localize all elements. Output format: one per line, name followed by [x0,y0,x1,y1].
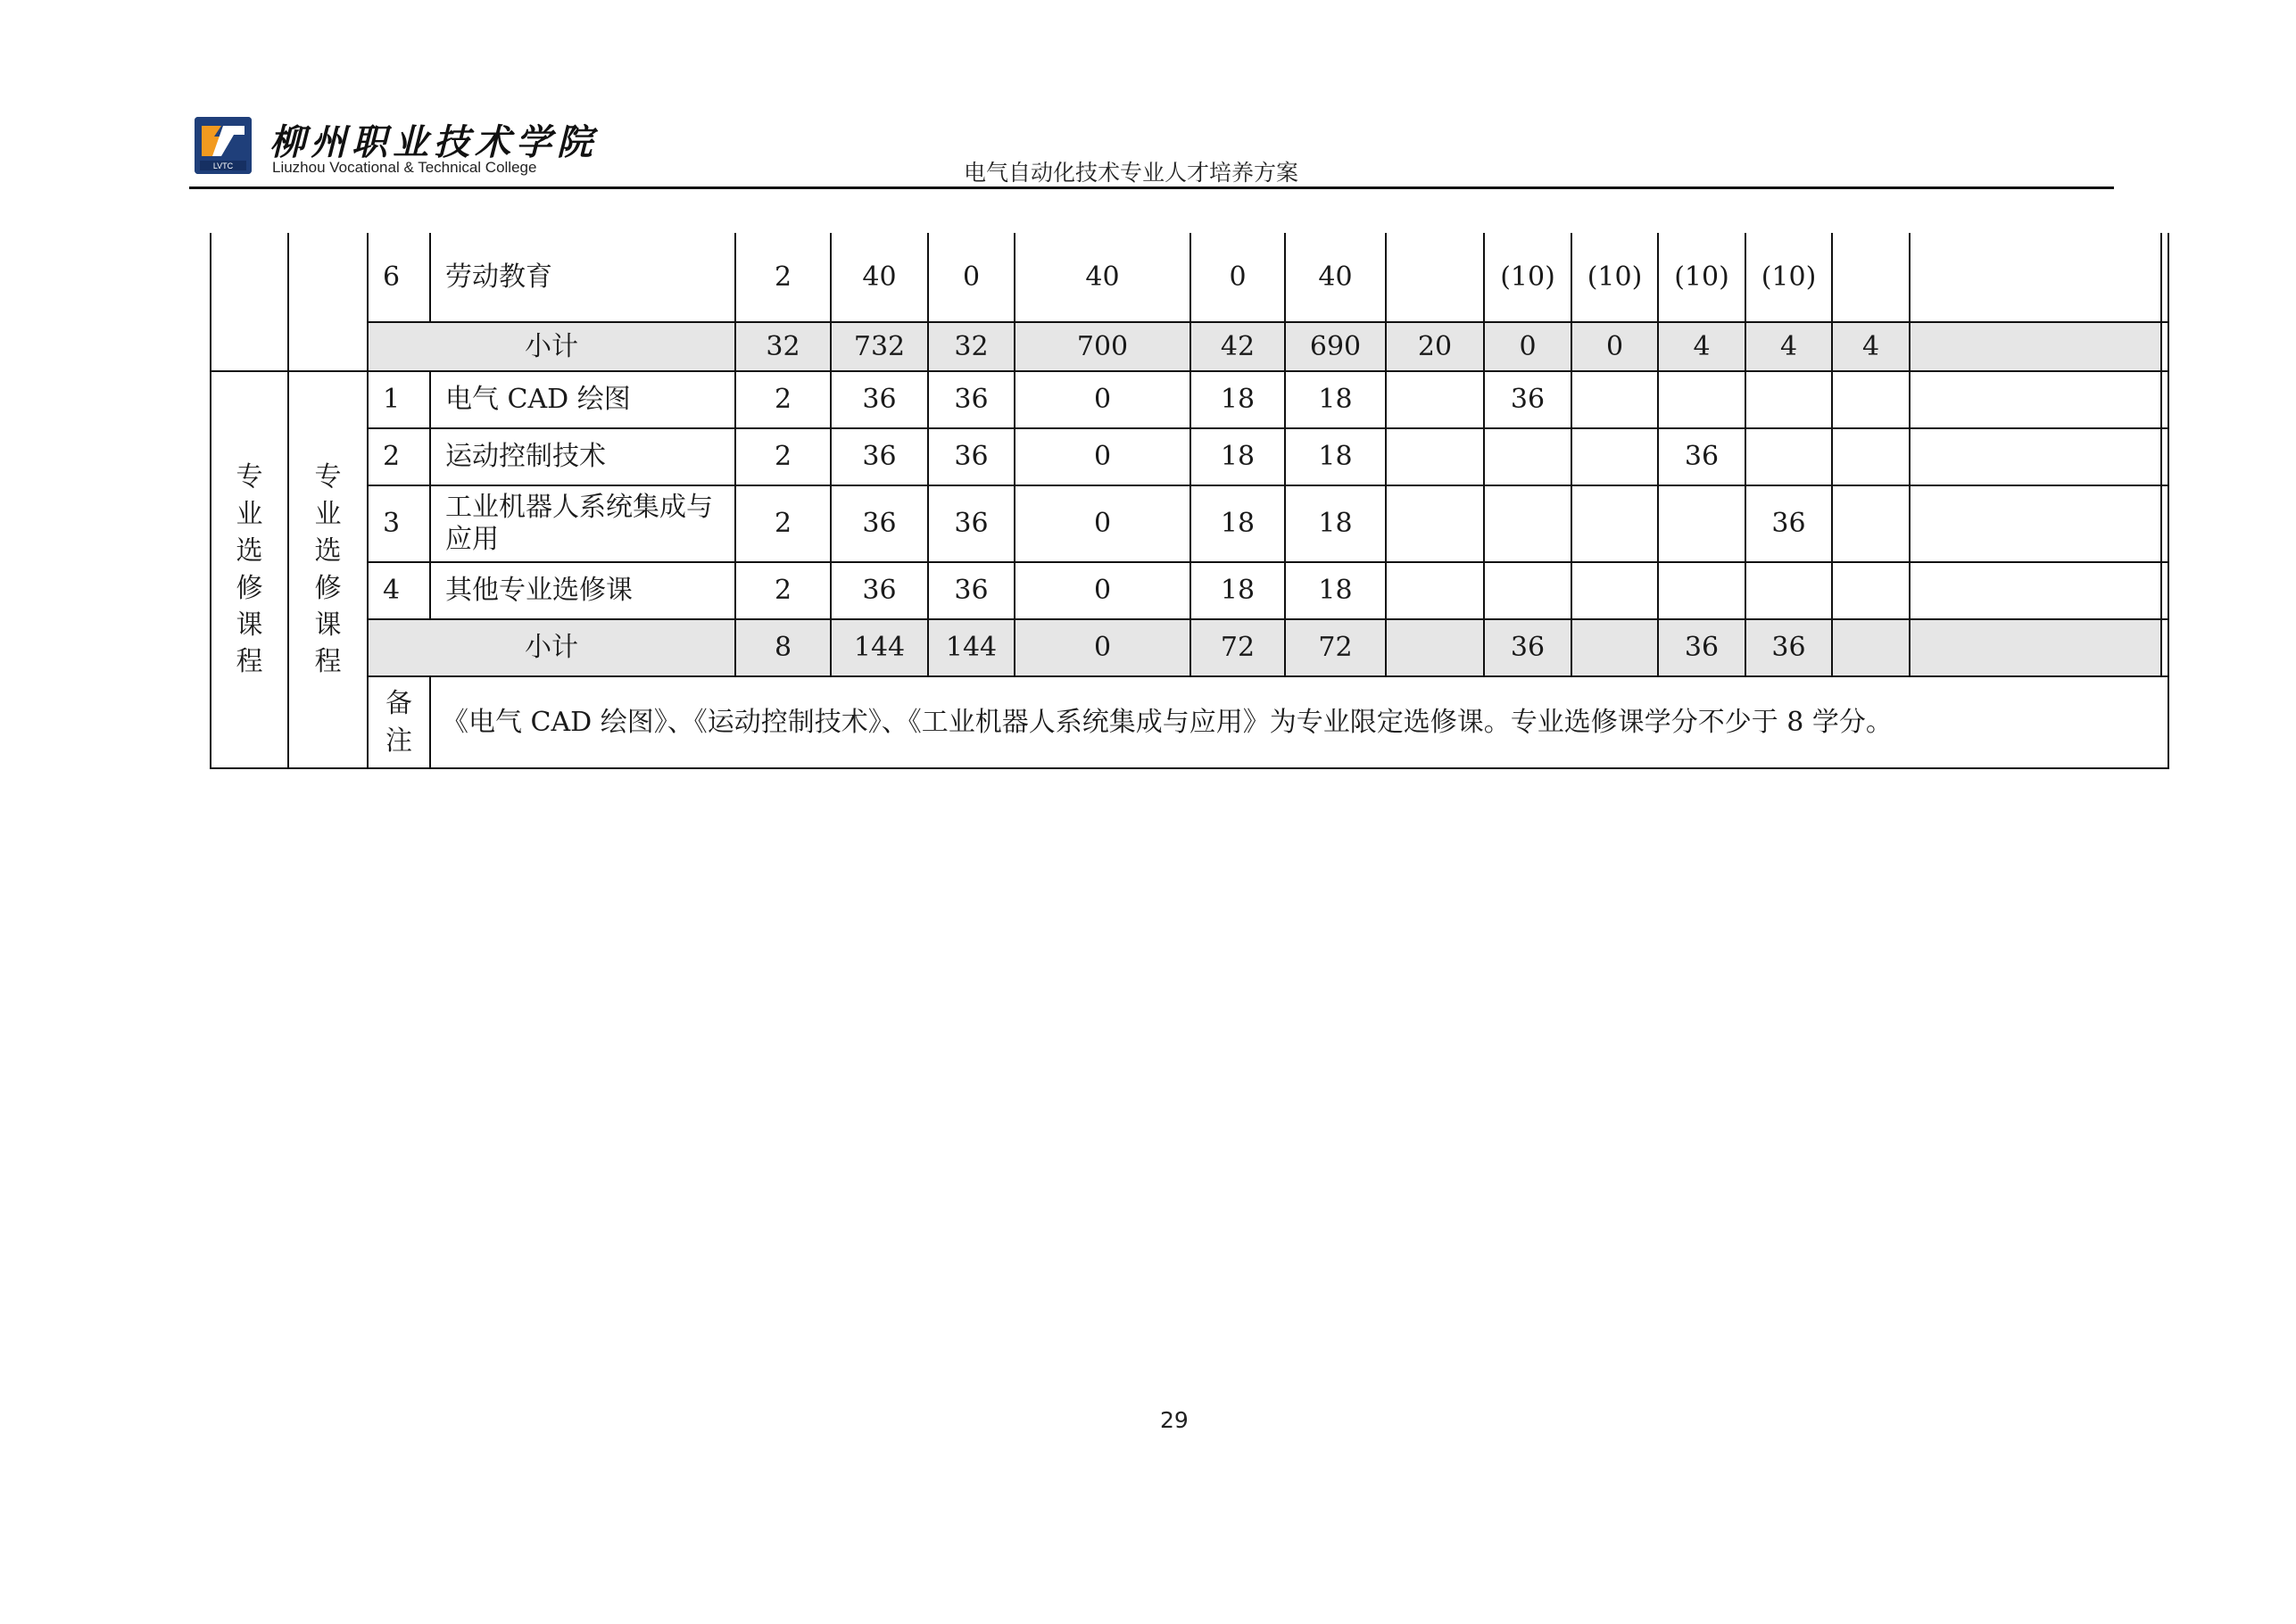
total-hours-cell: 36 [831,428,928,485]
subtotal-semester-cell [1571,619,1658,676]
practice-hours-cell: 0 [1015,371,1190,428]
logo-badge-text: LVTC [212,162,234,170]
semester-cell [1832,485,1910,562]
semester-cell: (10) [1484,233,1571,322]
semester-cell [1745,562,1832,619]
subtotal-semester-cell: 20 [1386,322,1484,371]
subtotal-row [211,322,2168,371]
semester-cell [1832,371,1910,428]
note-label: 备注 [385,688,412,757]
practice-hours-cell: 0 [1015,485,1190,562]
subtotal-total-hours: 144 [831,619,928,676]
subtotal-exam-hours: 72 [1190,619,1285,676]
subtotal-exam-hours: 42 [1190,322,1285,371]
table-row [211,562,2168,619]
semester-cell [1571,562,1658,619]
subtotal-label: 小计 [368,619,735,676]
semester-cell [1910,233,2161,322]
subtotal-practice-hours: 700 [1015,322,1190,371]
semester-cell [1571,428,1658,485]
check-hours-cell: 40 [1285,233,1386,322]
semester-cell [1571,371,1658,428]
course-name: 其他专业选修课 [430,562,735,619]
table-row [211,428,2168,485]
semester-cell [1910,428,2161,485]
semester-cell [1386,485,1484,562]
college-name-cn: 柳州职业技术学院 [269,121,598,163]
table-row [211,233,2168,322]
total-hours-cell: 36 [831,562,928,619]
semester-cell [1386,428,1484,485]
subtotal-semester-cell [1832,619,1910,676]
semester-cell: (10) [1571,233,1658,322]
theory-hours-cell: 36 [928,485,1015,562]
semester-cell [1571,485,1658,562]
remarks-cell [2161,485,2168,562]
page-number: 29 [1160,1407,1189,1433]
subtotal-remarks [2161,322,2168,371]
semester-cell [1910,371,2161,428]
subtotal-semester-cell: 0 [1571,322,1658,371]
subtotal-row [211,619,2168,676]
semester-cell [1832,233,1910,322]
subtotal-theory-hours: 32 [928,322,1015,371]
credit-cell: 2 [735,233,831,322]
semester-cell [1386,562,1484,619]
document-title: 电气自动化技术专业人才培养方案 [964,160,1299,186]
subtotal-theory-hours: 144 [928,619,1015,676]
semester-cell [1484,485,1571,562]
total-hours-cell: 40 [831,233,928,322]
course-name: 劳动教育 [430,233,735,322]
credit-cell: 2 [735,428,831,485]
subtotal-practice-hours: 0 [1015,619,1190,676]
semester-cell [1745,371,1832,428]
credit-cell: 2 [735,371,831,428]
semester-cell [1484,428,1571,485]
semester-cell: 36 [1745,485,1832,562]
category-label: 专业选修课程 [236,461,263,678]
subtotal-semester-cell: 36 [1658,619,1745,676]
course-name: 电气 CAD 绘图 [430,371,735,428]
subcategory-cell-continued [288,233,368,371]
subtotal-semester-cell: 4 [1832,322,1910,371]
exam-hours-cell: 18 [1190,428,1285,485]
credit-cell: 2 [735,485,831,562]
remarks-cell [2161,562,2168,619]
semester-cell [1386,371,1484,428]
check-hours-cell: 18 [1285,428,1386,485]
subtotal-semester-cell [1386,619,1484,676]
exam-hours-cell: 18 [1190,485,1285,562]
subtotal-semester-cell: 36 [1484,619,1571,676]
total-hours-cell: 36 [831,485,928,562]
exam-hours-cell: 0 [1190,233,1285,322]
course-number: 6 [368,233,430,322]
semester-cell [1832,428,1910,485]
subtotal-semester-cell: 0 [1484,322,1571,371]
remarks-cell [2161,233,2168,322]
semester-cell [1832,562,1910,619]
header-divider [189,186,2114,189]
lvtc-logo-icon [195,117,252,174]
course-number: 4 [368,562,430,619]
exam-hours-cell: 18 [1190,371,1285,428]
practice-hours-cell: 40 [1015,233,1190,322]
semester-cell [1658,562,1745,619]
table-row [211,485,2168,562]
semester-cell: (10) [1745,233,1832,322]
category-cell [211,371,288,768]
subtotal-semester-cell: 4 [1658,322,1745,371]
subtotal-total-hours: 732 [831,322,928,371]
course-name: 工业机器人系统集成与应用 [430,485,735,562]
check-hours-cell: 18 [1285,562,1386,619]
course-number: 3 [368,485,430,562]
check-hours-cell: 18 [1285,371,1386,428]
subcategory-label: 专业选修课程 [314,461,342,678]
semester-cell: 36 [1658,428,1745,485]
credit-cell: 2 [735,562,831,619]
course-number: 2 [368,428,430,485]
practice-hours-cell: 0 [1015,562,1190,619]
total-hours-cell: 36 [831,371,928,428]
subcategory-cell [288,371,368,768]
semester-cell [1658,371,1745,428]
note-text-cell [430,676,2168,768]
note-text: 《电气 CAD 绘图》、《运动控制技术》、《工业机器人系统集成与应用》为专业限定选修课。专业选修课学分不少于 8 学分。 [442,706,1893,738]
exam-hours-cell: 18 [1190,562,1285,619]
subtotal-credit: 8 [735,619,831,676]
theory-hours-cell: 36 [928,371,1015,428]
college-name-en: Liuzhou Vocational & Technical College [272,159,537,176]
subtotal-semester-cell: 4 [1745,322,1832,371]
table-row [211,371,2168,428]
curriculum-table [210,233,2169,769]
subtotal-credit: 32 [735,322,831,371]
semester-cell [1910,485,2161,562]
category-cell-continued [211,233,288,371]
semester-cell: 36 [1484,371,1571,428]
semester-cell: (10) [1658,233,1745,322]
theory-hours-cell: 0 [928,233,1015,322]
subtotal-remarks [2161,619,2168,676]
note-row [211,676,2168,768]
subtotal-label: 小计 [368,322,735,371]
subtotal-semester-cell [1910,619,2161,676]
subtotal-check-hours: 72 [1285,619,1386,676]
course-number: 1 [368,371,430,428]
subtotal-semester-cell: 36 [1745,619,1832,676]
remarks-cell [2161,371,2168,428]
remarks-cell [2161,428,2168,485]
theory-hours-cell: 36 [928,428,1015,485]
semester-cell [1658,485,1745,562]
subtotal-check-hours: 690 [1285,322,1386,371]
semester-cell [1484,562,1571,619]
semester-cell [1386,233,1484,322]
practice-hours-cell: 0 [1015,428,1190,485]
semester-cell [1910,562,2161,619]
course-name: 运动控制技术 [430,428,735,485]
check-hours-cell: 18 [1285,485,1386,562]
note-label-cell [368,676,430,768]
theory-hours-cell: 36 [928,562,1015,619]
semester-cell [1745,428,1832,485]
subtotal-semester-cell [1910,322,2161,371]
